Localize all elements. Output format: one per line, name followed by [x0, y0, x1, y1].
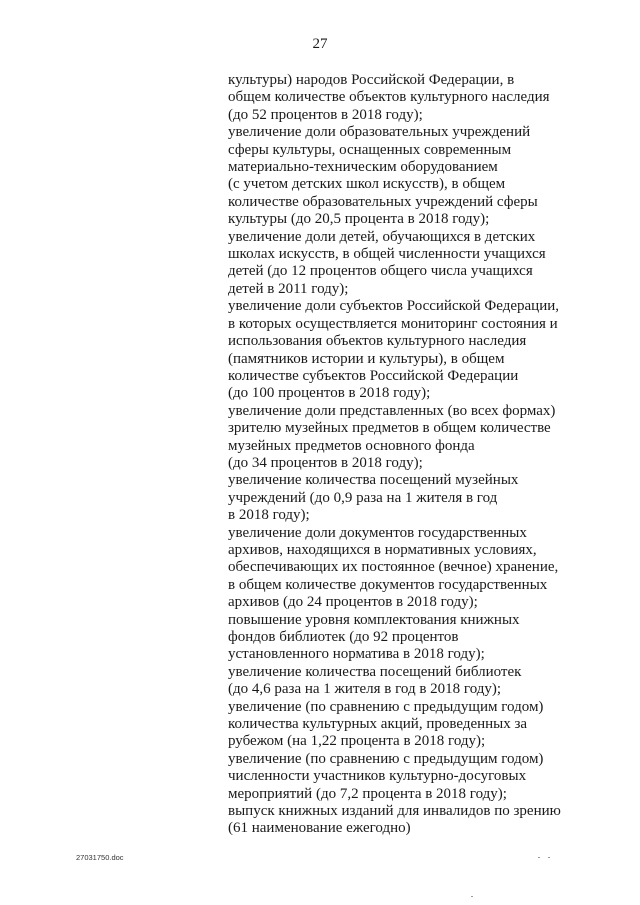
text-line: мероприятий (до 7,2 процента в 2018 году); [228, 785, 507, 802]
text-line: (с учетом детских школ искусств), в общем [228, 176, 506, 193]
scan-speck [471, 896, 473, 897]
text-line: использования объектов культурного наследия [228, 333, 527, 350]
text-line: увеличение доли представленных (во всех формах) [228, 402, 556, 419]
text-line: материально-техническим оборудованием [228, 159, 498, 176]
text-line: количества культурных акций, проведенных за [228, 716, 528, 733]
page-number: 27 [312, 36, 328, 52]
text-line: (до 52 процентов в 2018 году); [228, 106, 423, 123]
text-line: увеличение доли субъектов Российской Федерации, [228, 298, 560, 315]
text-line: увеличение (по сравнению с предыдущим годом) [228, 750, 544, 767]
text-line: учреждений (до 0,9 раза на 1 жителя в год [228, 489, 498, 506]
text-line: (памятников истории и культуры), в общем [228, 350, 505, 367]
text-line: (до 4,6 раза на 1 жителя в год в 2018 году); [228, 681, 502, 698]
text-line: детей (до 12 процентов общего числа учащихся [228, 263, 533, 280]
text-line: фондов библиотек (до 92 процентов [228, 629, 459, 645]
text-line: музейных предметов основного фонда [228, 437, 475, 454]
document-body-text [228, 72, 588, 838]
text-line: увеличение количества посещений библиотек [228, 663, 522, 680]
text-line: количестве образовательных учреждений сферы [228, 193, 538, 210]
text-line: школах искусств, в общей численности учащихся [228, 246, 546, 263]
text-line: увеличение доли образовательных учреждений [228, 124, 531, 141]
text-line: увеличение количества посещений музейных [228, 472, 519, 489]
text-line: выпуск книжных изданий для инвалидов по зрению [228, 803, 561, 820]
text-line: в общем количестве документов государственных [228, 576, 548, 593]
text-line: обеспечивающих их постоянное (вечное) хранение, [228, 559, 559, 576]
text-line: увеличение (по сравнению с предыдущим годом) [228, 698, 544, 715]
text-line: численности участников культурно-досуговых [228, 768, 527, 785]
text-line: архивов, находящихся в нормативных условиях, [228, 541, 537, 558]
text-line: архивов (до 24 процентов в 2018 году); [228, 594, 478, 611]
text-line: детей в 2011 году); [228, 280, 349, 297]
text-line: (до 34 процентов в 2018 году); [228, 454, 423, 471]
text-line: в 2018 году); [228, 507, 310, 524]
text-line: культуры) народов Российской Федерации, в [228, 72, 515, 88]
text-line: рубежом (на 1,22 процента в 2018 году); [228, 733, 486, 750]
text-line: увеличение доли детей, обучающихся в детских [228, 228, 536, 245]
text-line: общем количестве объектов культурного наследия [228, 89, 550, 106]
text-line: установленного норматива в 2018 году); [228, 646, 485, 663]
text-line: (61 наименование ежегодно) [228, 820, 411, 837]
text-line: зрителю музейных предметов в общем количестве [228, 420, 551, 437]
scan-speck [548, 857, 550, 858]
text-line: количестве субъектов Российской Федерации [228, 367, 519, 384]
footer-filename: 27031750.doc [76, 853, 124, 862]
text-line: увеличение доли документов государственных [228, 524, 527, 541]
text-line: сферы культуры, оснащенных современным [228, 141, 512, 158]
scan-speck [538, 857, 540, 858]
text-line: в которых осуществляется мониторинг состояния и [228, 315, 558, 332]
text-line: повышение уровня комплектования книжных [228, 611, 520, 628]
text-line: (до 100 процентов в 2018 году); [228, 385, 431, 402]
text-line: культуры (до 20,5 процента в 2018 году); [228, 211, 490, 228]
